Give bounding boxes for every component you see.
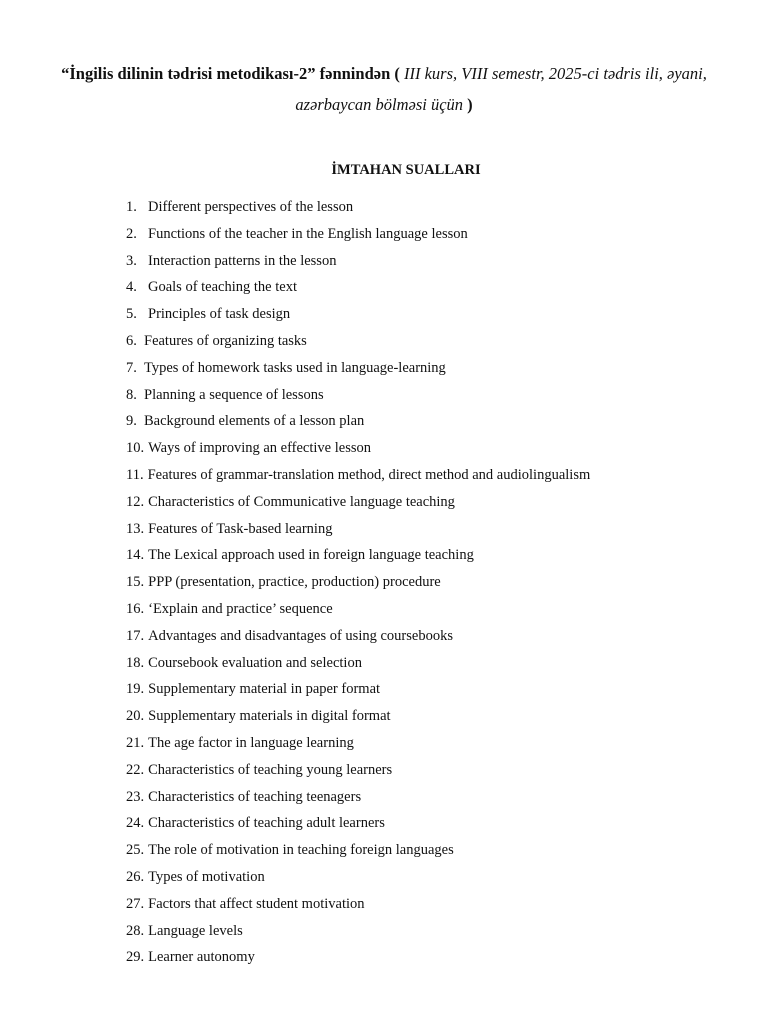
question-item [126, 572, 590, 599]
question-number: 9. [126, 413, 137, 430]
question-text: Principles of task design [148, 306, 291, 323]
question-item [126, 653, 590, 680]
question-number: 8. [126, 386, 137, 403]
question-number: 29. [126, 949, 145, 966]
question-text: Language levels [148, 922, 243, 939]
question-text: Factors that affect student motivation [148, 895, 365, 912]
question-item [126, 813, 590, 840]
question-text: Supplementary materials in digital format [148, 708, 391, 725]
question-text: PPP (presentation, practice, production) procedure [148, 574, 441, 591]
question-text: Characteristics of teaching adult learners [148, 815, 385, 832]
question-text: Supplementary material in paper format [148, 681, 381, 698]
question-item [126, 706, 590, 733]
question-number: 5. [126, 306, 137, 323]
title-close-paren: ) [467, 95, 473, 114]
question-item [126, 626, 590, 653]
question-item [126, 760, 590, 787]
question-item [126, 787, 590, 814]
question-number: 27. [126, 895, 145, 912]
question-number: 26. [126, 868, 145, 885]
question-item [126, 331, 590, 358]
question-number: 10. [126, 440, 145, 457]
question-text: Planning a sequence of lessons [144, 386, 324, 403]
question-text: Different perspectives of the lesson [148, 199, 354, 215]
question-text: The age factor in language learning [148, 734, 354, 751]
question-item [126, 358, 590, 385]
question-item [126, 411, 590, 438]
question-item [126, 224, 590, 251]
question-item [126, 251, 590, 278]
question-item [126, 947, 590, 974]
document-title [60, 58, 708, 120]
question-text: Types of motivation [148, 868, 265, 885]
question-number: 23. [126, 788, 145, 805]
question-item [126, 545, 590, 572]
question-number: 25. [126, 842, 145, 859]
question-item [126, 679, 590, 706]
question-item [126, 197, 590, 224]
question-item [126, 921, 590, 948]
question-item [126, 492, 590, 519]
question-item [126, 599, 590, 626]
question-text: The Lexical approach used in foreign language teaching [148, 547, 474, 564]
question-text: Features of organizing tasks [144, 332, 307, 349]
question-number: 7. [126, 359, 137, 376]
question-text: Characteristics of teaching teenagers [148, 788, 362, 805]
title-subject: “İngilis dilinin tədrisi metodikası-2” fənnindən ( [61, 64, 400, 83]
question-number: 17. [126, 627, 145, 644]
question-text: Characteristics of teaching young learners [148, 761, 393, 778]
question-text: Background elements of a lesson plan [144, 413, 365, 430]
question-number: 28. [126, 922, 145, 939]
question-text: Types of homework tasks used in language-learning [144, 359, 446, 376]
question-number: 21. [126, 734, 145, 751]
question-text: The role of motivation in teaching foreign languages [148, 842, 454, 859]
question-number: 15. [126, 574, 145, 591]
question-text: Learner autonomy [148, 949, 255, 966]
question-item [126, 733, 590, 760]
question-number: 16. [126, 600, 145, 617]
question-number: 24. [126, 815, 145, 832]
question-text: ‘Explain and practice’ sequence [148, 600, 333, 617]
question-text: Interaction patterns in the lesson [148, 252, 337, 269]
question-number: 22. [126, 761, 145, 778]
question-text: Ways of improving an effective lesson [148, 440, 371, 457]
question-item [126, 894, 590, 921]
question-number: 6. [126, 332, 137, 349]
question-item [126, 438, 590, 465]
question-item [126, 840, 590, 867]
question-number: 12. [126, 493, 145, 510]
question-item [126, 304, 590, 331]
question-item [126, 519, 590, 546]
question-item [126, 277, 590, 304]
question-number: 14. [126, 547, 145, 564]
question-number: 18. [126, 654, 145, 671]
question-text: Goals of teaching the text [148, 279, 297, 296]
question-text: Features of grammar-translation method, direct method and audiolingualism [147, 466, 591, 483]
question-text: Advantages and disadvantages of using coursebooks [148, 627, 453, 644]
question-number: 3. [126, 252, 137, 269]
question-list [126, 197, 590, 974]
question-number: 4. [126, 279, 137, 296]
question-text: Functions of the teacher in the English language lesson [148, 225, 468, 242]
question-item [126, 385, 590, 412]
question-text: Characteristics of Communicative language teaching [148, 493, 455, 510]
question-number: 11. [126, 466, 144, 483]
question-text: Features of Task-based learning [148, 520, 333, 537]
question-number: 19. [126, 681, 145, 698]
question-number: 1. [126, 199, 137, 215]
question-item [126, 867, 590, 894]
question-number: 13. [126, 520, 145, 537]
question-number: 20. [126, 708, 145, 725]
title-course-info: III kurs, VIII semestr, 2025-ci tədris ili, əyani, azərbaycan bölməsi üçün [295, 64, 707, 114]
question-text: Coursebook evaluation and selection [148, 654, 362, 671]
question-item [126, 465, 590, 492]
question-number: 2. [126, 225, 137, 242]
section-heading: İMTAHAN SUALLARI [331, 162, 481, 178]
